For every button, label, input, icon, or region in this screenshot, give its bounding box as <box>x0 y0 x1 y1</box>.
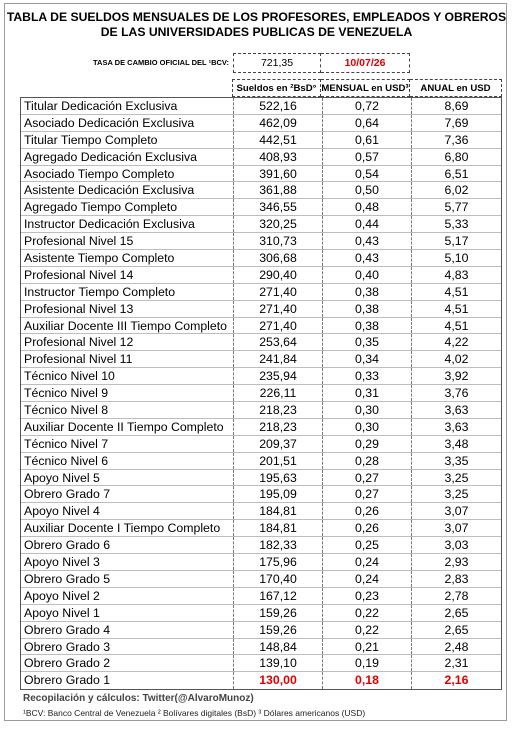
row-mensual: 0,43 <box>322 250 411 266</box>
row-anual: 6,02 <box>411 182 501 198</box>
row-anual: 5,77 <box>411 199 501 215</box>
row-anual: 3,25 <box>411 486 501 502</box>
row-sueldo: 408,93 <box>233 149 322 165</box>
row-anual: 2,78 <box>411 588 501 604</box>
table-row <box>21 301 501 318</box>
row-mensual: 0,57 <box>322 149 411 165</box>
row-mensual: 0,22 <box>322 622 411 638</box>
row-sueldo: 306,68 <box>233 250 322 266</box>
table-row <box>21 554 501 571</box>
row-sueldo: 235,94 <box>233 368 322 384</box>
row-anual: 6,51 <box>411 166 501 182</box>
row-mensual: 0,64 <box>322 115 411 131</box>
row-sueldo: 201,51 <box>233 453 322 469</box>
exchange-rate-label: TASA DE CAMBIO OFICIAL DEL ¹BCV: <box>93 58 229 67</box>
table-row <box>21 655 501 672</box>
row-mensual: 0,24 <box>322 554 411 570</box>
title-line-1: TABLA DE SUELDOS MENSUALES DE LOS PROFESORES, EMPLEADOS Y OBREROS <box>6 10 507 24</box>
row-anual: 2,93 <box>411 554 501 570</box>
row-name: Profesional Nivel 13 <box>24 301 134 316</box>
document-frame <box>4 3 507 721</box>
row-mensual: 0,35 <box>322 334 411 350</box>
row-name: Titular Tiempo Completo <box>24 132 158 147</box>
table-row <box>21 588 501 605</box>
table-row <box>21 166 501 183</box>
row-name: Profesional Nivel 15 <box>24 234 134 249</box>
row-mensual: 0,21 <box>322 639 411 655</box>
credit-line: Recopilación y cálculos: Twitter(@AlvaroMunoz) <box>23 693 254 704</box>
row-mensual: 0,48 <box>322 199 411 215</box>
row-sueldo: 184,81 <box>233 503 322 519</box>
row-sueldo: 167,12 <box>233 588 322 604</box>
row-mensual: 0,27 <box>322 486 411 502</box>
row-sueldo: 195,63 <box>233 470 322 486</box>
row-sueldo: 218,23 <box>233 419 322 435</box>
row-anual: 2,65 <box>411 622 501 638</box>
row-mensual: 0,28 <box>322 453 411 469</box>
exchange-rate-row <box>5 53 508 73</box>
table-row <box>21 622 501 639</box>
table-row <box>21 385 501 402</box>
row-name: Apoyo Nivel 2 <box>24 588 100 603</box>
table-row <box>21 233 501 250</box>
row-sueldo: 195,09 <box>233 486 322 502</box>
table-row <box>21 351 501 368</box>
row-name: Profesional Nivel 11 <box>24 352 133 367</box>
row-anual: 7,69 <box>411 115 501 131</box>
row-mensual: 0,29 <box>322 436 411 452</box>
row-mensual: 0,34 <box>322 351 411 367</box>
row-sueldo: 170,40 <box>233 571 322 587</box>
row-sueldo: 271,40 <box>233 301 322 317</box>
row-anual: 3,03 <box>411 537 501 553</box>
row-name: Obrero Grado 5 <box>24 571 111 586</box>
row-anual: 3,35 <box>411 453 501 469</box>
table-row <box>21 672 501 689</box>
row-name: Asociado Dedicación Exclusiva <box>24 115 195 130</box>
table-row <box>21 199 501 216</box>
row-name: Técnico Nivel 8 <box>24 403 109 418</box>
row-mensual: 0,24 <box>322 571 411 587</box>
row-mensual: 0,18 <box>322 672 411 689</box>
table-row <box>21 284 501 301</box>
row-anual: 3,07 <box>411 503 501 519</box>
table-row <box>21 520 501 537</box>
row-name: Agregado Dedicación Exclusiva <box>24 149 197 164</box>
row-sueldo: 175,96 <box>233 554 322 570</box>
row-mensual: 0,30 <box>322 419 411 435</box>
table-row <box>21 436 501 453</box>
table-row <box>21 368 501 385</box>
row-name: Obrero Grado 4 <box>24 622 111 637</box>
table-row <box>21 639 501 656</box>
row-mensual: 0,26 <box>322 503 411 519</box>
row-anual: 2,48 <box>411 639 501 655</box>
row-name: Técnico Nivel 10 <box>24 369 115 384</box>
row-name: Obrero Grado 6 <box>24 538 111 553</box>
row-mensual: 0,19 <box>322 655 411 671</box>
row-sueldo: 271,40 <box>233 318 322 334</box>
header-mensual: MENSUAL en USD³ <box>321 79 410 97</box>
row-name: Técnico Nivel 6 <box>24 453 109 468</box>
row-anual: 5,10 <box>411 250 501 266</box>
row-mensual: 0,30 <box>322 402 411 418</box>
row-name: Técnico Nivel 7 <box>24 436 109 451</box>
row-sueldo: 361,88 <box>233 182 322 198</box>
table-row <box>21 132 501 149</box>
row-name: Obrero Grado 3 <box>24 639 111 654</box>
row-mensual: 0,26 <box>322 520 411 536</box>
row-name: Asistente Tiempo Completo <box>24 251 175 266</box>
row-name: Instructor Dedicación Exclusiva <box>24 217 195 232</box>
row-name: Asistente Dedicación Exclusiva <box>24 183 195 198</box>
row-sueldo: 253,64 <box>233 334 322 350</box>
row-anual: 4,83 <box>411 267 501 283</box>
row-name: Auxiliar Docente I Tiempo Completo <box>24 521 221 536</box>
row-mensual: 0,72 <box>322 98 411 114</box>
row-mensual: 0,25 <box>322 537 411 553</box>
row-anual: 8,69 <box>411 98 501 114</box>
row-sueldo: 130,00 <box>233 672 322 689</box>
table-row <box>21 115 501 132</box>
table-row <box>21 182 501 199</box>
row-mensual: 0,38 <box>322 318 411 334</box>
row-anual: 5,33 <box>411 216 501 232</box>
table-row <box>21 537 501 554</box>
row-anual: 2,16 <box>411 672 501 689</box>
row-sueldo: 462,09 <box>233 115 322 131</box>
row-mensual: 0,61 <box>322 132 411 148</box>
row-anual: 3,92 <box>411 368 501 384</box>
row-anual: 3,63 <box>411 419 501 435</box>
row-anual: 4,22 <box>411 334 501 350</box>
row-name: Apoyo Nivel 1 <box>24 605 100 620</box>
row-anual: 5,17 <box>411 233 501 249</box>
row-sueldo: 209,37 <box>233 436 322 452</box>
row-name: Titular Dedicación Exclusiva <box>24 99 178 113</box>
table-row <box>21 470 501 487</box>
table-row <box>21 267 501 284</box>
row-name: Apoyo Nivel 3 <box>24 555 100 570</box>
row-mensual: 0,33 <box>322 368 411 384</box>
table-body <box>20 97 502 690</box>
table-row <box>21 402 501 419</box>
row-name: Agregado Tiempo Completo <box>24 200 178 215</box>
row-name: Auxiliar Docente II Tiempo Completo <box>24 419 224 434</box>
footnotes: ¹BCV: Banco Central de Venezuela ² Bolívares digitales (BsD) ³ Dólares americanos (USD) <box>23 708 366 718</box>
row-name: Asociado Tiempo Completo <box>24 166 175 181</box>
table-row <box>21 419 501 436</box>
row-sueldo: 241,84 <box>233 351 322 367</box>
row-sueldo: 159,26 <box>233 622 322 638</box>
row-sueldo: 522,16 <box>233 98 322 114</box>
row-anual: 3,76 <box>411 385 501 401</box>
row-mensual: 0,40 <box>322 267 411 283</box>
row-name: Profesional Nivel 14 <box>24 267 134 282</box>
row-sueldo: 346,55 <box>233 199 322 215</box>
row-name: Apoyo Nivel 4 <box>24 504 100 519</box>
row-mensual: 0,38 <box>322 301 411 317</box>
row-anual: 3,07 <box>411 520 501 536</box>
row-mensual: 0,27 <box>322 470 411 486</box>
table-row <box>21 453 501 470</box>
row-anual: 4,51 <box>411 318 501 334</box>
table-row <box>21 486 501 503</box>
row-anual: 3,25 <box>411 470 501 486</box>
row-anual: 7,36 <box>411 132 501 148</box>
table-row <box>21 250 501 267</box>
row-mensual: 0,23 <box>322 588 411 604</box>
row-sueldo: 182,33 <box>233 537 322 553</box>
row-name: Instructor Tiempo Completo <box>24 284 176 299</box>
row-sueldo: 226,11 <box>233 385 322 401</box>
row-sueldo: 159,26 <box>233 605 322 621</box>
row-mensual: 0,50 <box>322 182 411 198</box>
table-row <box>21 149 501 166</box>
row-mensual: 0,38 <box>322 284 411 300</box>
row-sueldo: 148,84 <box>233 639 322 655</box>
table-row <box>21 98 501 115</box>
title-line-2: DE LAS UNIVERSIDADES PUBLICAS DE VENEZUELA <box>100 25 413 39</box>
row-name: Obrero Grado 1 <box>24 673 111 688</box>
row-mensual: 0,54 <box>322 166 411 182</box>
row-sueldo: 310,73 <box>233 233 322 249</box>
row-sueldo: 184,81 <box>233 520 322 536</box>
row-anual: 3,48 <box>411 436 501 452</box>
row-name: Técnico Nivel 9 <box>24 386 109 401</box>
exchange-rate-date: 10/07/26 <box>321 53 410 73</box>
row-anual: 4,51 <box>411 301 501 317</box>
row-anual: 2,31 <box>411 655 501 671</box>
row-mensual: 0,44 <box>322 216 411 232</box>
table-row <box>21 571 501 588</box>
row-sueldo: 139,10 <box>233 655 322 671</box>
table-row <box>21 334 501 351</box>
row-anual: 6,80 <box>411 149 501 165</box>
table-row <box>21 216 501 233</box>
row-anual: 2,65 <box>411 605 501 621</box>
row-name: Apoyo Nivel 5 <box>24 470 100 485</box>
row-mensual: 0,31 <box>322 385 411 401</box>
row-sueldo: 442,51 <box>233 132 322 148</box>
row-name: Profesional Nivel 12 <box>24 335 134 350</box>
row-name: Obrero Grado 2 <box>24 656 111 671</box>
row-anual: 4,51 <box>411 284 501 300</box>
table-row <box>21 605 501 622</box>
table-row <box>21 503 501 520</box>
exchange-rate-value: 721,35 <box>233 53 321 73</box>
row-anual: 2,83 <box>411 571 501 587</box>
row-sueldo: 218,23 <box>233 402 322 418</box>
row-sueldo: 290,40 <box>233 267 322 283</box>
row-mensual: 0,22 <box>322 605 411 621</box>
table-row <box>21 318 501 335</box>
row-mensual: 0,43 <box>322 233 411 249</box>
row-anual: 4,02 <box>411 351 501 367</box>
row-sueldo: 320,25 <box>233 216 322 232</box>
row-anual: 3,63 <box>411 402 501 418</box>
row-sueldo: 391,60 <box>233 166 322 182</box>
document-title <box>5 10 508 40</box>
header-anual: ANUAL en USD <box>410 79 502 97</box>
row-name: Obrero Grado 7 <box>24 487 111 502</box>
row-sueldo: 271,40 <box>233 284 322 300</box>
row-name: Auxiliar Docente III Tiempo Completo <box>24 318 227 333</box>
header-sueldos: Sueldos en ²BsD° <box>232 79 321 97</box>
